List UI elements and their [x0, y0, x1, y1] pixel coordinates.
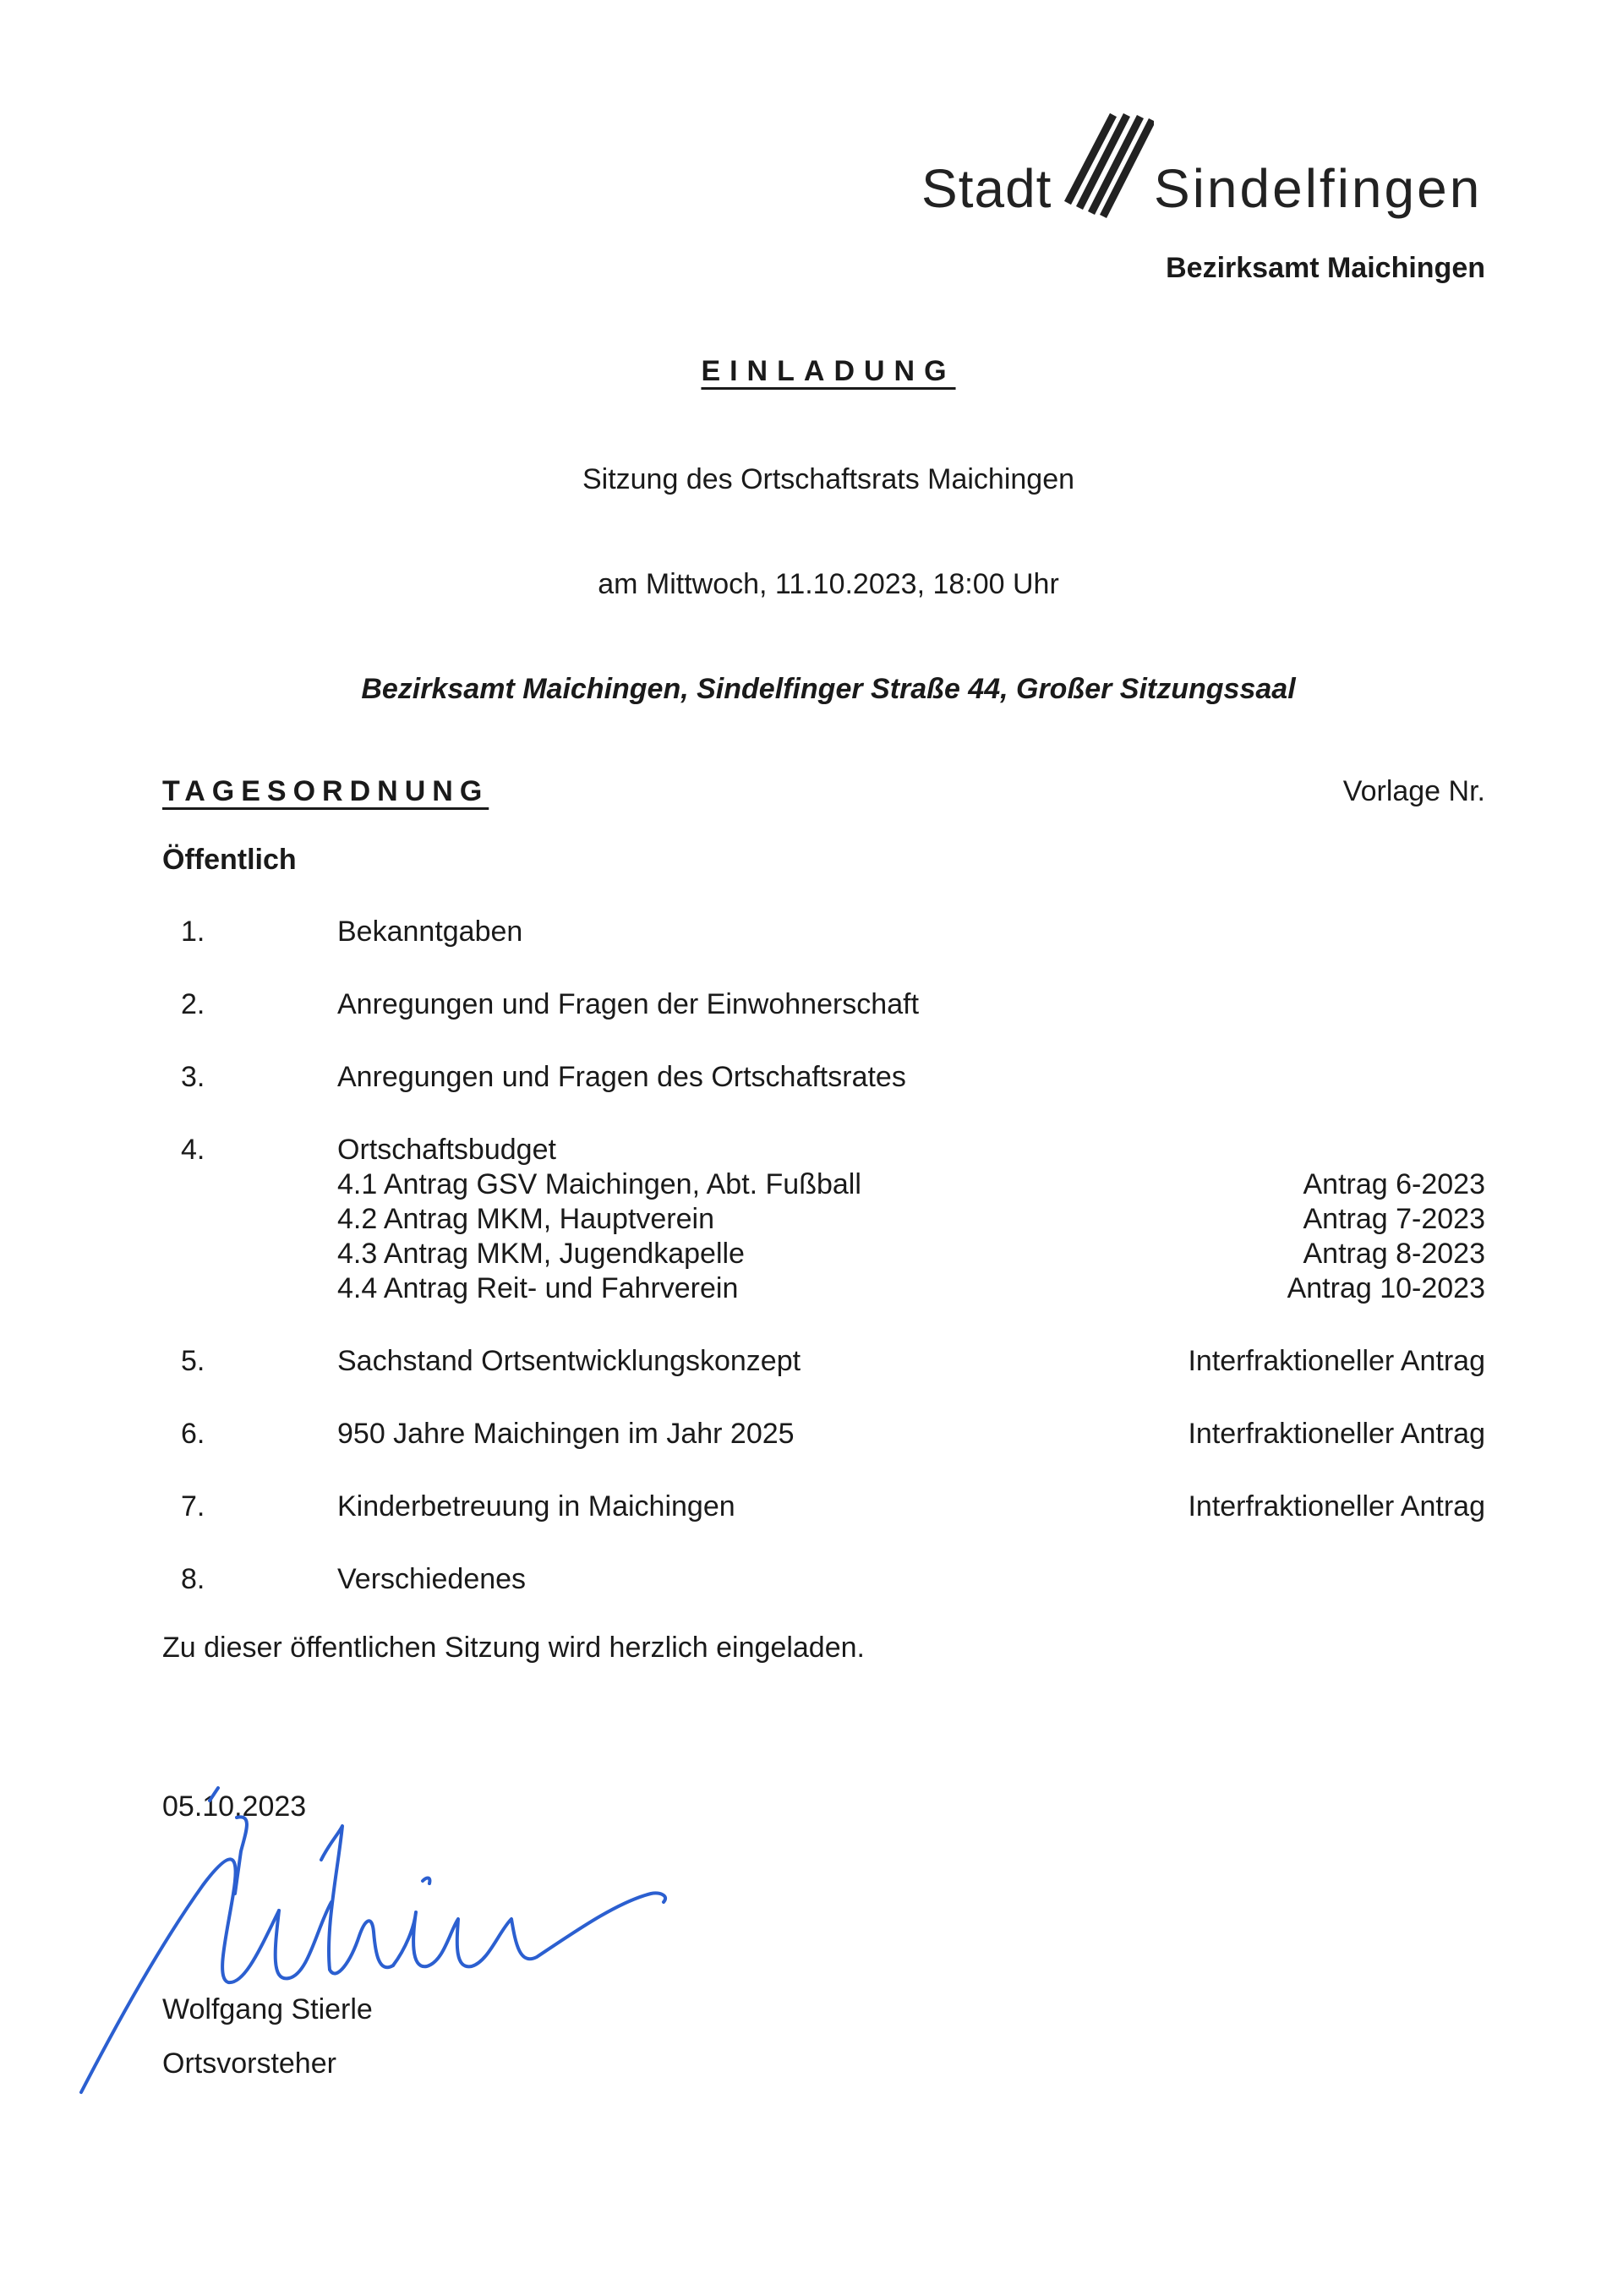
- agenda-item: [162, 1344, 1485, 1379]
- agenda-item: [162, 987, 1485, 1022]
- signatory-name: Wolfgang Stierle: [162, 1993, 373, 2025]
- agenda-item-number: 1.: [181, 916, 205, 948]
- agenda-item-line: [162, 987, 1485, 1022]
- agenda-item-reference: Interfraktioneller Antrag: [1188, 1418, 1485, 1450]
- agenda-item: [162, 1490, 1485, 1524]
- document-title: EINLADUNG: [701, 355, 956, 387]
- agenda-subitem-text: 4.2 Antrag MKM, Hauptverein: [337, 1203, 715, 1235]
- meeting-datetime: am Mittwoch, 11.10.2023, 18:00 Uhr: [598, 568, 1059, 600]
- agenda-subitem-line: [162, 1271, 1485, 1306]
- agenda-item-number: 2.: [181, 988, 205, 1020]
- city-logo: [921, 108, 1496, 235]
- agenda-item-line: [162, 1490, 1485, 1524]
- agenda-item-number: 4.: [181, 1134, 205, 1166]
- agenda-subitem-reference: Antrag 6-2023: [1303, 1168, 1485, 1200]
- agenda-item-text: Kinderbetreuung in Maichingen: [337, 1490, 735, 1522]
- logo-text-sindelfingen: Sindelfingen: [1154, 158, 1483, 219]
- department-name: Bezirksamt Maichingen: [1166, 252, 1485, 284]
- agenda-item-text: Verschiedenes: [337, 1563, 527, 1595]
- agenda-item-line: [162, 1060, 1485, 1095]
- agenda-item: [162, 1133, 1485, 1306]
- agenda-item-reference: Interfraktioneller Antrag: [1188, 1345, 1485, 1377]
- logo-text-stadt: Stadt: [921, 158, 1052, 219]
- agenda-subitem-text: 4.4 Antrag Reit- und Fahrverein: [337, 1272, 739, 1304]
- agenda-item-line: [162, 1417, 1485, 1451]
- agenda-item: [162, 1060, 1485, 1095]
- agenda-item-number: 7.: [181, 1490, 205, 1522]
- agenda-item-reference: Interfraktioneller Antrag: [1188, 1490, 1485, 1522]
- agenda-item-text: Anregungen und Fragen der Einwohnerschaft: [337, 988, 920, 1020]
- agenda-item-line: [162, 915, 1485, 949]
- handwritten-signature: [68, 1767, 676, 2105]
- agenda-item-text: Anregungen und Fragen des Ortschaftsrates: [337, 1061, 906, 1093]
- agenda-subitem-line: [162, 1237, 1485, 1271]
- reference-heading: Vorlage Nr.: [1342, 775, 1485, 807]
- agenda-subitem-text: 4.1 Antrag GSV Maichingen, Abt. Fußball: [337, 1168, 861, 1200]
- meeting-name: Sitzung des Ortschaftsrats Maichingen: [582, 463, 1075, 495]
- closing-sentence: Zu dieser öffentlichen Sitzung wird herzlich eingeladen.: [162, 1632, 865, 1664]
- agenda-item: [162, 1417, 1485, 1451]
- agenda-heading: TAGESORDNUNG: [162, 775, 489, 807]
- agenda-subitem-reference: Antrag 10-2023: [1287, 1272, 1485, 1304]
- signatory-role: Ortsvorsteher: [162, 2047, 336, 2080]
- signature-date: 05.10.2023: [162, 1790, 307, 1823]
- agenda-item-number: 6.: [181, 1418, 205, 1450]
- agenda-item-text: Sachstand Ortsentwicklungskonzept: [337, 1345, 801, 1377]
- agenda-item-text: Ortschaftsbudget: [337, 1134, 556, 1166]
- agenda-item-text: 950 Jahre Maichingen im Jahr 2025: [337, 1418, 795, 1450]
- agenda-item-number: 3.: [181, 1061, 205, 1093]
- meeting-location: Bezirksamt Maichingen, Sindelfinger Straße 44, Großer Sitzungssaal: [361, 673, 1296, 705]
- agenda-list: [162, 915, 1485, 1635]
- agenda-item: [162, 915, 1485, 949]
- agenda-subitem-reference: Antrag 7-2023: [1303, 1203, 1485, 1235]
- agenda-subitem-line: [162, 1167, 1485, 1202]
- section-public: Öffentlich: [162, 844, 297, 876]
- agenda-item-number: 5.: [181, 1345, 205, 1377]
- agenda-item-line: [162, 1562, 1485, 1597]
- agenda-subitem-text: 4.3 Antrag MKM, Jugendkapelle: [337, 1238, 745, 1270]
- agenda-item: [162, 1562, 1485, 1597]
- agenda-item-number: 8.: [181, 1563, 205, 1595]
- agenda-subitem-line: [162, 1202, 1485, 1237]
- logo-stripes-icon: [1061, 108, 1154, 227]
- agenda-item-text: Bekanntgaben: [337, 916, 523, 948]
- agenda-item-line: [162, 1344, 1485, 1379]
- agenda-subitem-reference: Antrag 8-2023: [1303, 1238, 1485, 1270]
- agenda-item-line: [162, 1133, 1485, 1167]
